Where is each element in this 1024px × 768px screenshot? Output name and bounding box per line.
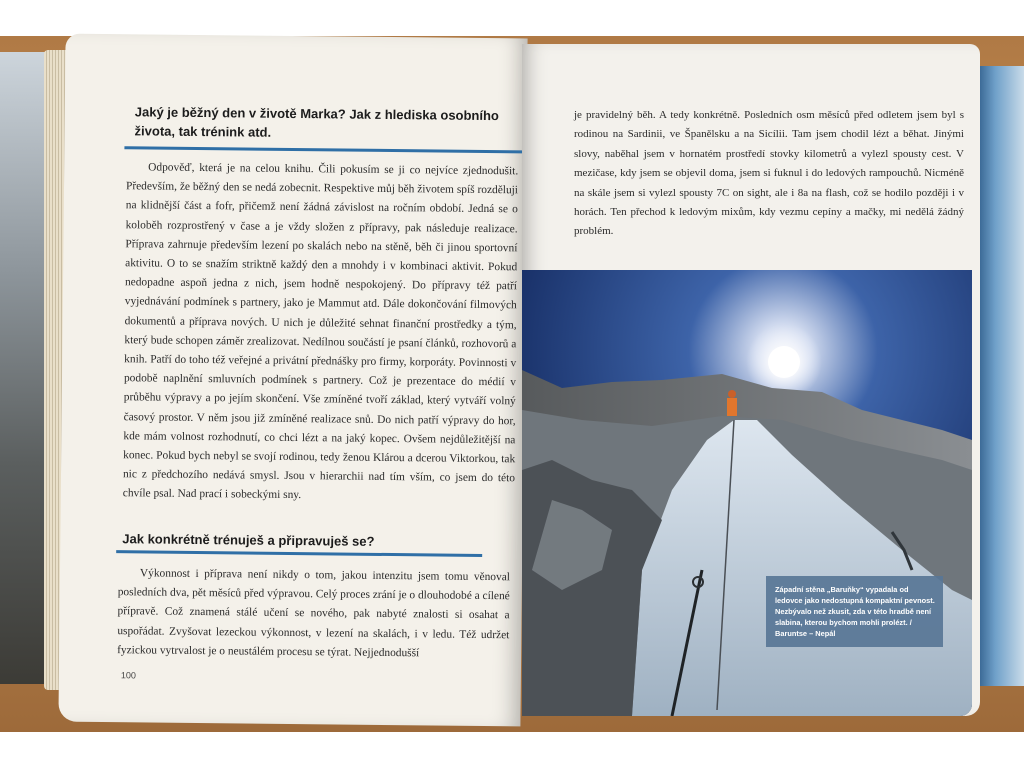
- left-page: [58, 34, 527, 727]
- heading-training: Jak konkrétně trénuješ a připravuješ se?: [122, 531, 375, 549]
- photo-caption: Západní stěna „Baruňky“ vypadala od ledovce jako nedostupná kompaktní pevnost. Nezbývalo než zkusit, zda v této hradbě není slabina, kterou bychom mohli prolézt. / Baruntse – Nepál: [766, 576, 943, 647]
- mountain-photo-illustration: [522, 270, 972, 716]
- image-bottom-margin: [0, 732, 1024, 768]
- paragraph-text: je pravidelný běh. A tedy konkrétně. Posledních osm měsíců před odletem jsem byl s rodinou na Sardinii, ve Španělsku a na Sicílii. Tam jsem chodil lézt a běhat. Jinými slovy, naběhal jsem v hornatém prostředí stovky kilometrů a vylezl spousty cest. V mezičase, kdy jsem se objevil doma, jsem si fuknul i do ledových rampouchů. Nicméně na skále jsem si vylezl spousty 7C on sight, ale i 8a na flash, což se hodilo později i v horách. Ten přechod k ledovým mixům, kdy vezmu cepíny a mačky, mi nedělá žádný problém.: [574, 109, 964, 238]
- paragraph-typical-day: [123, 158, 519, 508]
- mountain-climbing-photo: [522, 270, 972, 716]
- paragraph-text: Odpověď, která je na celou knihu. Čili pokusím se ji co nejvíce zjednodušit. Především, že běžný den se nedá zobecnit. Respektive můj běh životem spíš rozděluji na klidnější část a fofr, přičemž není žádná závislost na ročním období. Jedná se o koloběh rozprostřený v čase a je vždy složen z přípravy, pak následuje realizace. Příprava zahrnuje především lezení po skalách nebo na stěně, běh či jinou sportovní aktivitu. O to se snažím striktně každý den a mnohdy i v kombinaci aktivit. Pokud nedopadne aspoň jedna z nich, jsem hodně nespokojený. Do přípravy též patří vyjednávání podmínek s partnery, jako je Mammut atd. Dále dokončování filmových dokumentů a příprava nových. U nich je důležité sehnat finanční prostředky a tým, který bude schopen záměr zrealizovat. Nedílnou součástí je psaní článků, rozhovorů a knih. Patří do toho též veřejné a privátní přednášky pro firmy, korporáty. Povinnosti v podobě naplnění smluvních podmínek s partnery. Což je prezentace do médií v průběhu výpravy a po jejím skončení. Vše zmíněné tvoří základ, který vytváří volný časový prostor. V něm jsou již zmíněné realizace snů. Do nich patří výpravy do hor, kde mám volnost rozhodnutí, co chci lézt a na jaký kopec. Ovšem nejdůležitější na konec. Pokud bych nebyl se svojí rodinou, tedy ženou Klárou a dcerou Viktorkou, tak nic z předchozího nedává smysl. Jsou v hierarchii nad tím vším, co jsem do této chvíle psal. Nad prací i sobeckými sny.: [122, 161, 519, 502]
- paragraph-running: [574, 106, 964, 242]
- page-number: 100: [120, 670, 136, 681]
- paragraph-text: Výkonnost i příprava není nikdy o tom, jakou intenzitu jsem tomu věnoval posledních dva, pět měsíců před výpravou. Celý proces zrání je o dlouhodobé a cílené přípravě. Což znamená stálé učení se nového, pak nabyté znalosti si osahat a uspořádat. Zvyšovat lezeckou výkonnost, v lezení na skalách, i v ledu. Též udržet fyzickou vytrvalost je o neustálém procesu se týrat. Nejjednodušší: [117, 567, 511, 660]
- heading-rule: [124, 146, 522, 153]
- paragraph-training: [117, 564, 510, 664]
- next-page-photo-strip: [976, 66, 1024, 686]
- heading-typical-day: Jaký je běžný den v životě Marka? Jak z hlediska osobního života, tak trénink atd.: [134, 104, 499, 140]
